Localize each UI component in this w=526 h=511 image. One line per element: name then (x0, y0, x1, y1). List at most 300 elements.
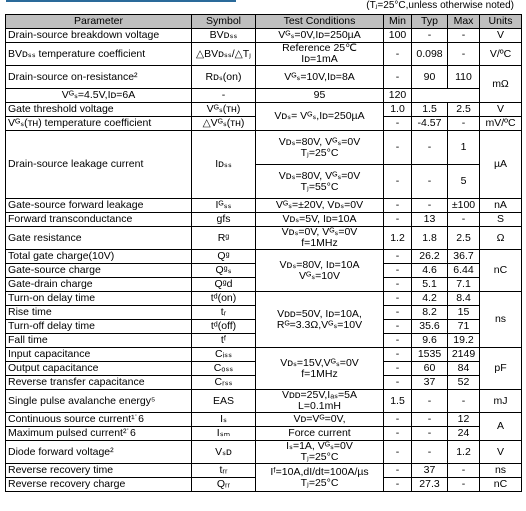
symbol-text: Iₛₘ (216, 427, 231, 439)
min-cell (384, 441, 412, 464)
parameter-cell (6, 264, 192, 278)
table-row (6, 213, 522, 227)
parameter-cell (6, 278, 192, 292)
parameter-text: Drain-source breakdown voltage (8, 29, 160, 41)
max-cell (448, 213, 480, 227)
min-cell (384, 376, 412, 390)
unit-cell (480, 413, 522, 441)
parameter-text: Drain-source on-resistance² (8, 70, 138, 83)
header-row (6, 15, 522, 29)
typ-cell (412, 306, 448, 320)
symbol-cell (192, 376, 256, 390)
parameter-text: Gate-source forward leakage (8, 199, 144, 211)
unit-text: mV/ºC (485, 117, 516, 129)
conditions-cell (256, 413, 384, 427)
typ-value: 4.2 (422, 292, 437, 304)
typ-value: 0.098 (416, 47, 443, 60)
max-cell (448, 165, 480, 199)
symbol-text: △Vᴳₛ(ᴛʜ) (202, 117, 245, 129)
max-value: - (461, 478, 466, 490)
conditions-cell (256, 441, 384, 464)
max-value: - (461, 213, 466, 225)
symbol-cell (192, 29, 256, 43)
max-cell (448, 464, 480, 478)
min-value: - (395, 250, 400, 262)
conditions-text: Iᶠ=10A,dI/dt=100A/µs (270, 465, 369, 478)
max-value: 7.1 (456, 278, 471, 290)
max-cell (448, 131, 480, 165)
min-value: 1.0 (390, 103, 405, 115)
unit-text: mJ (493, 394, 508, 407)
min-cell (384, 66, 412, 89)
unit-cell (480, 441, 522, 464)
symbol-cell (192, 478, 256, 492)
unit-text: nC (493, 264, 508, 276)
unit-cell (480, 213, 522, 227)
typ-value: - (427, 199, 432, 211)
unit-text: V (496, 103, 504, 115)
conditions-cell (6, 89, 192, 103)
unit-cell (480, 227, 522, 250)
conditions-cell (256, 213, 384, 227)
min-value: - (395, 292, 400, 304)
max-value: 2.5 (456, 103, 471, 115)
max-value: ±100 (451, 199, 476, 211)
min-cell (384, 427, 412, 441)
min-value: - (395, 175, 400, 187)
table-row (6, 413, 522, 427)
min-value: 1.2 (390, 231, 405, 244)
typ-value: 37 (423, 464, 436, 476)
parameter-text: Gate threshold voltage (8, 103, 114, 115)
min-cell (384, 165, 412, 199)
header-units: Units (480, 15, 522, 29)
min-value: - (395, 306, 400, 318)
typ-cell (412, 43, 448, 66)
max-cell (448, 478, 480, 492)
table-row (6, 199, 522, 213)
max-value: 2149 (451, 348, 476, 360)
unit-text: ns (494, 464, 507, 476)
typ-cell (412, 376, 448, 390)
typ-value: -4.57 (417, 117, 442, 129)
min-value: - (395, 445, 400, 458)
typ-value: 1535 (417, 348, 442, 360)
unit-cell (480, 292, 522, 348)
min-value: 100 (388, 29, 407, 41)
min-value: - (395, 213, 400, 225)
table-row (6, 29, 522, 43)
parameter-cell (6, 29, 192, 43)
min-value: - (395, 264, 400, 276)
symbol-cell (192, 227, 256, 250)
symbol-text: tᵈ(on) (210, 292, 237, 304)
conditions-text: Vᴅₛ=80V, Iᴅ=10A (279, 258, 360, 271)
typ-cell (256, 89, 384, 103)
parameter-cell (6, 292, 192, 306)
min-cell (384, 213, 412, 227)
conditions-text: Vᴅₛ=5V, Iᴅ=10A (282, 213, 357, 225)
typ-cell (412, 264, 448, 278)
min-cell (384, 103, 412, 117)
conditions-text-line2: L=0.1mH (298, 400, 341, 412)
typ-cell (412, 165, 448, 199)
max-cell (448, 362, 480, 376)
parameter-cell (6, 131, 192, 199)
conditions-cell (256, 131, 384, 165)
symbol-cell (192, 427, 256, 441)
min-cell (384, 250, 412, 264)
symbol-cell (192, 390, 256, 413)
parameter-text: Input capacitance (8, 348, 91, 360)
min-cell (384, 413, 412, 427)
symbol-text: Qᵍₛ (215, 264, 232, 276)
min-value: - (395, 413, 400, 425)
symbol-text: Cᵢₛₛ (214, 348, 233, 360)
typ-value: 8.2 (422, 306, 437, 318)
symbol-text: Qᵍd (214, 278, 233, 290)
max-cell (448, 103, 480, 117)
parameter-text: Maximum pulsed current²˙6 (8, 427, 136, 439)
max-value: - (461, 47, 466, 60)
max-value: 6.44 (453, 264, 474, 276)
min-value: - (395, 348, 400, 360)
max-value: 12 (457, 413, 470, 425)
header-symbol: Symbol (192, 15, 256, 29)
conditions-cell (256, 390, 384, 413)
symbol-text: Rᴅₛ(on) (205, 70, 242, 83)
parameter-cell (6, 43, 192, 66)
table-row (6, 250, 522, 264)
max-cell (384, 89, 412, 103)
typ-value: 4.6 (422, 264, 437, 276)
unit-text: V (496, 445, 504, 458)
table-row (6, 390, 522, 413)
conditions-text: Vᴅₛ=80V, Vᴳₛ=0V (278, 135, 361, 148)
conditions-text: Iₛ=1A, Vᴳₛ=0V (286, 440, 353, 452)
parameter-text: Gate-drain charge (8, 278, 93, 290)
max-value: - (461, 29, 466, 41)
table-row (6, 66, 522, 89)
max-cell (448, 427, 480, 441)
table-row (6, 441, 522, 464)
conditions-text: Vᴅ=Vᴳ=0V, (293, 413, 346, 425)
typ-cell (412, 292, 448, 306)
conditions-cell (256, 250, 384, 292)
max-value: 5 (460, 175, 467, 187)
conditions-text: Vᴅᴅ=25V,Iₐₛ=5A (281, 389, 358, 401)
max-value: 52 (457, 376, 470, 388)
parameter-text: Diode forward voltage² (8, 445, 114, 458)
conditions-cell (256, 29, 384, 43)
symbol-cell (192, 43, 256, 66)
conditions-text: Force current (288, 427, 351, 439)
min-cell (384, 29, 412, 43)
symbol-text: Iₛ (220, 413, 227, 425)
symbol-text: △BVᴅₛₛ/△Tⱼ (196, 47, 251, 60)
conditions-cell (256, 66, 384, 89)
typ-cell (412, 227, 448, 250)
unit-cell (480, 117, 522, 131)
typ-cell (412, 131, 448, 165)
symbol-text: tᵈ(off) (210, 320, 237, 332)
typ-value: - (427, 394, 432, 407)
min-value: - (395, 199, 400, 211)
unit-cell (480, 66, 522, 103)
parameter-cell (6, 66, 192, 89)
max-cell (448, 66, 480, 89)
symbol-text: BVᴅₛₛ (209, 29, 238, 41)
parameter-cell (6, 464, 192, 478)
parameter-text: Gate-source charge (8, 264, 101, 276)
min-cell (384, 227, 412, 250)
parameter-cell (6, 320, 192, 334)
max-cell (448, 292, 480, 306)
unit-text: Ω (496, 231, 505, 244)
table-row (6, 103, 522, 117)
symbol-cell (192, 131, 256, 199)
table-row (6, 348, 522, 362)
parameter-cell (6, 390, 192, 413)
table-row (6, 464, 522, 478)
unit-text: nA (494, 199, 507, 211)
max-cell (448, 376, 480, 390)
symbol-cell (192, 199, 256, 213)
min-cell (384, 43, 412, 66)
conditions-text: Reference 25℃ (282, 42, 357, 54)
parameter-cell (6, 213, 192, 227)
min-cell (384, 131, 412, 165)
parameter-text: Reverse recovery time (8, 464, 114, 476)
unit-cell (480, 43, 522, 66)
min-value: - (395, 70, 400, 83)
conditions-text-line2: Iᴅ=1mA (301, 53, 338, 65)
min-cell (384, 390, 412, 413)
max-value: 19.2 (453, 334, 474, 346)
parameter-text: Vᴳₛ(ᴛʜ) temperature coefficient (8, 117, 152, 129)
conditions-text-line2: f=1MHz (301, 367, 338, 380)
max-value: 71 (457, 320, 470, 332)
symbol-text: Iᴅₛₛ (215, 158, 232, 170)
max-cell (448, 413, 480, 427)
min-cell (192, 89, 256, 103)
min-cell (384, 278, 412, 292)
max-cell (448, 441, 480, 464)
parameter-text: Rise time (8, 306, 52, 318)
typ-cell (412, 213, 448, 227)
parameter-text: Fall time (8, 334, 48, 346)
typ-cell (412, 334, 448, 348)
unit-cell (480, 199, 522, 213)
max-cell (448, 199, 480, 213)
typ-value: 37 (423, 376, 436, 388)
parameter-text: Single pulse avalanche energy⁵ (8, 394, 156, 407)
max-value: 84 (457, 362, 470, 374)
conditions-note: (Tⱼ=25°C,unless otherwise noted) (366, 0, 514, 11)
parameter-cell (6, 306, 192, 320)
parameter-cell (6, 362, 192, 376)
unit-cell (480, 103, 522, 117)
electrical-characteristics-table (5, 14, 522, 492)
min-cell (384, 348, 412, 362)
typ-cell (412, 320, 448, 334)
min-value: - (395, 47, 400, 60)
table-row (6, 227, 522, 250)
unit-text: V (496, 29, 504, 41)
conditions-text: Vᴅₛ=80V, Vᴳₛ=0V (278, 169, 361, 182)
min-value: - (395, 362, 400, 374)
max-cell (448, 390, 480, 413)
min-cell (384, 362, 412, 376)
min-value: - (395, 141, 400, 153)
conditions-text-line2: Tⱼ=25°C (300, 476, 339, 489)
min-cell (384, 478, 412, 492)
min-value: - (395, 464, 400, 476)
symbol-text: Qᵍ (217, 250, 230, 262)
conditions-text-line2: Rᴳ=3.3Ω,Vᴳₛ=10V (276, 318, 363, 331)
symbol-text: Cₒₛₛ (213, 362, 234, 374)
max-cell (448, 250, 480, 264)
parameter-cell (6, 376, 192, 390)
header-parameter: Parameter (6, 15, 192, 29)
max-cell (448, 29, 480, 43)
symbol-cell (192, 292, 256, 306)
typ-cell (412, 390, 448, 413)
max-cell (448, 320, 480, 334)
min-cell (384, 264, 412, 278)
parameter-text: Turn-off delay time (8, 320, 95, 332)
typ-cell (412, 464, 448, 478)
conditions-cell (256, 348, 384, 390)
conditions-cell (256, 103, 384, 131)
min-value: - (395, 376, 400, 388)
symbol-cell (192, 103, 256, 117)
parameter-cell (6, 478, 192, 492)
typ-cell (412, 427, 448, 441)
max-value: 1.2 (456, 445, 471, 458)
conditions-text-line2: Vᴳₛ=10V (299, 269, 340, 282)
max-cell (448, 227, 480, 250)
typ-value: 95 (313, 89, 326, 101)
max-value: 110 (455, 70, 472, 83)
parameter-text: Total gate charge(10V) (8, 250, 115, 262)
symbol-text: Qᵣᵣ (216, 478, 231, 490)
unit-cell (480, 29, 522, 43)
typ-value: - (427, 141, 432, 153)
symbol-cell (192, 362, 256, 376)
parameter-cell (6, 334, 192, 348)
symbol-cell (192, 441, 256, 464)
max-value: 2.5 (456, 231, 471, 244)
typ-value: - (427, 29, 432, 41)
typ-cell (412, 103, 448, 117)
header-max: Max (448, 15, 480, 29)
conditions-text: Vᴳₛ=10V,Iᴅ=8A (284, 70, 355, 83)
conditions-text: Vᴳₛ=4.5V,Iᴅ=6A (61, 89, 136, 101)
unit-cell (480, 478, 522, 492)
typ-value: 13 (423, 213, 436, 225)
unit-text: pF (494, 362, 507, 374)
parameter-cell (6, 413, 192, 427)
section-top-rule (6, 0, 236, 2)
header-conditions: Test Conditions (256, 15, 384, 29)
unit-cell (480, 250, 522, 292)
min-cell (384, 199, 412, 213)
conditions-cell (256, 227, 384, 250)
unit-cell (480, 464, 522, 478)
parameter-cell (6, 427, 192, 441)
conditions-text: Vᴅₛ=15V,Vᴳₛ=0V (280, 356, 359, 369)
max-value: - (461, 117, 466, 129)
symbol-cell (192, 117, 256, 131)
min-value: - (395, 278, 400, 290)
conditions-text-line2: Tⱼ=25°C (300, 451, 339, 463)
symbol-cell (192, 278, 256, 292)
typ-cell (412, 478, 448, 492)
symbol-cell (192, 413, 256, 427)
max-cell (448, 43, 480, 66)
symbol-text: Vₛᴅ (215, 445, 232, 458)
symbol-text: gfs (216, 213, 231, 225)
conditions-text-line2: Tⱼ=25°C (300, 146, 339, 159)
typ-value: 27.3 (419, 478, 440, 490)
max-cell (448, 264, 480, 278)
table-row (6, 89, 522, 103)
symbol-cell (192, 306, 256, 320)
table-row (6, 43, 522, 66)
conditions-cell (256, 165, 384, 199)
typ-value: 1.8 (422, 231, 437, 244)
min-cell (384, 306, 412, 320)
conditions-text-line2: f=1MHz (301, 237, 338, 249)
typ-value: - (427, 445, 432, 458)
typ-value: 5.1 (422, 278, 437, 290)
min-value: - (395, 478, 400, 490)
unit-text: µA (493, 158, 508, 170)
parameter-text: Output capacitance (8, 362, 99, 374)
parameter-text: Reverse recovery charge (8, 478, 126, 490)
min-cell (384, 292, 412, 306)
typ-cell (412, 348, 448, 362)
typ-value: 60 (423, 362, 436, 374)
typ-value: 90 (423, 70, 436, 83)
conditions-text: Vᴅᴅ=50V, Iᴅ=10A, (277, 307, 362, 320)
symbol-cell (192, 264, 256, 278)
typ-value: - (427, 413, 432, 425)
parameter-text: Forward transconductance (8, 213, 133, 225)
parameter-cell (6, 250, 192, 264)
conditions-text: Vᴅₛ= Vᴳₛ,Iᴅ=250µA (274, 110, 365, 122)
unit-cell (480, 131, 522, 199)
symbol-text: Cᵣₛₛ (214, 376, 233, 388)
conditions-text: Vᴳₛ=0V,Iᴅ=250µA (278, 29, 361, 41)
max-value: 36.7 (453, 250, 474, 262)
parameter-text: Reverse transfer capacitance (8, 376, 145, 388)
symbol-cell (192, 213, 256, 227)
unit-text: ns (494, 313, 507, 325)
typ-cell (412, 199, 448, 213)
parameter-text: Continuous source current¹˙6 (8, 413, 144, 425)
conditions-cell (256, 464, 384, 492)
parameter-text: Drain-source leakage current (8, 158, 144, 170)
unit-text: V/ºC (489, 47, 512, 60)
header-min: Min (384, 15, 412, 29)
parameter-cell (6, 227, 192, 250)
parameter-text: Gate resistance (8, 231, 82, 244)
unit-text: mΩ (492, 77, 509, 90)
parameter-text: Turn-on delay time (8, 292, 96, 304)
max-value: 8.4 (456, 292, 471, 304)
